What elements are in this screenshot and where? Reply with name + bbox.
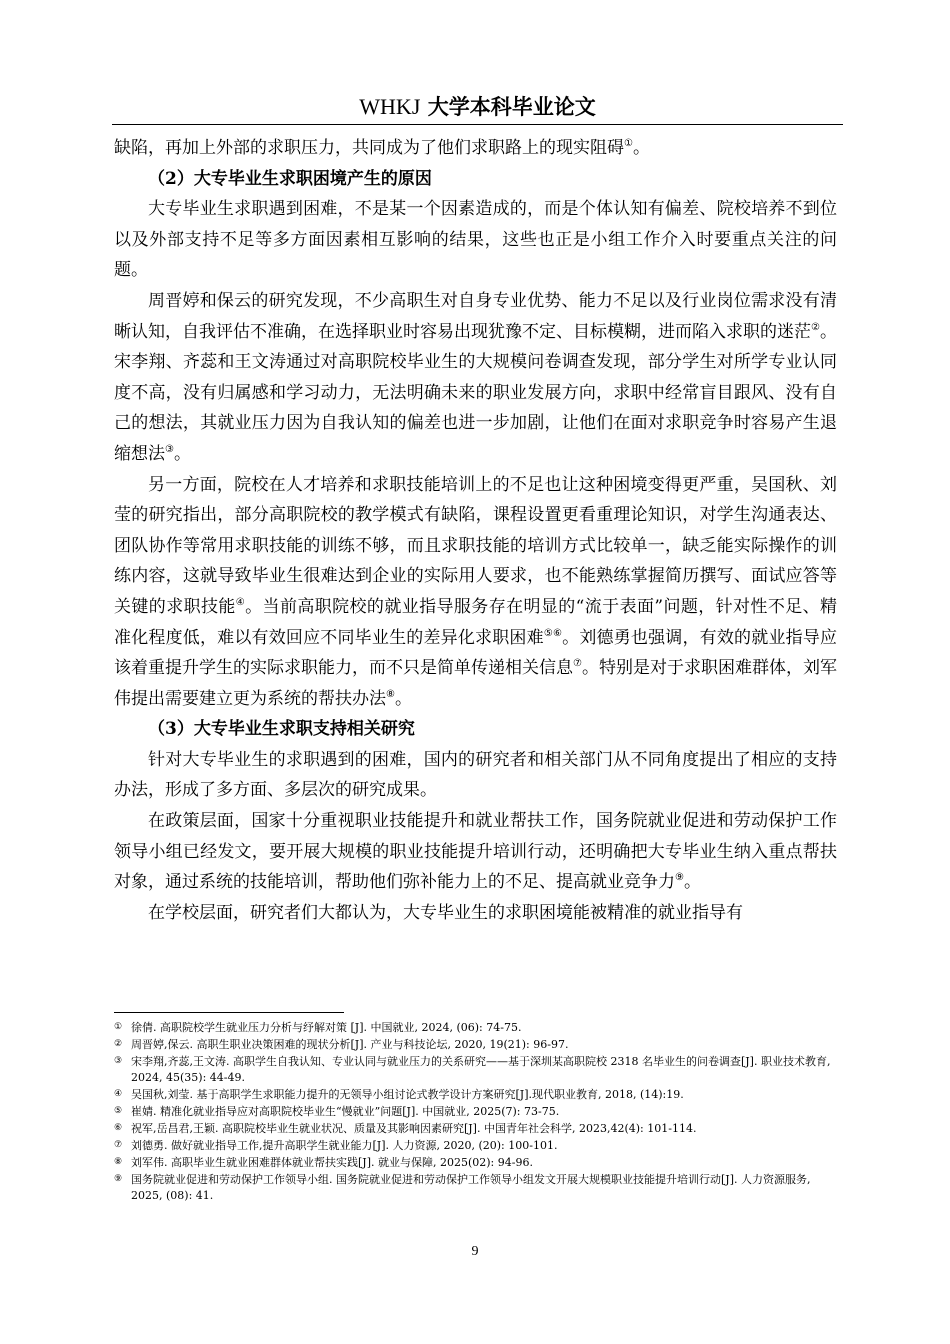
footnote bbox=[114, 1036, 837, 1053]
footnote-ref[interactable]: ⑧ bbox=[386, 688, 395, 700]
footnote-ref[interactable]: ② bbox=[811, 321, 820, 333]
paragraph-text: 。 bbox=[632, 138, 650, 158]
footnote bbox=[114, 1137, 837, 1154]
footnote-marker: ⑥ bbox=[114, 1123, 123, 1133]
header-title: 大学本科毕业论文 bbox=[420, 94, 596, 119]
footnote bbox=[114, 1103, 837, 1120]
footnote-marker: ⑧ bbox=[114, 1157, 123, 1167]
section-heading-3: （3）大专毕业生求职支持相关研究 bbox=[148, 719, 415, 740]
paragraph-text: 。特别是对于求职困难群体，刘军伟提出需要建立更为系统的帮扶办法 bbox=[114, 658, 838, 709]
footnote-marker: ⑤ bbox=[114, 1106, 123, 1116]
paragraph-text: 。 bbox=[683, 872, 701, 893]
footnote-marker: ③ bbox=[114, 1056, 123, 1066]
footnote-marker: ② bbox=[114, 1039, 123, 1049]
footnote bbox=[114, 1154, 837, 1171]
paragraph-text: 在政策层面，国家十分重视职业技能提升和就业帮扶工作，国务院就业促进和劳动保护工作领导小组已经发文，要开展大规模的职业技能提升培训行动，还明确把大专毕业生纳入重点帮扶对象，通过系统的技能培训，帮助他们弥补能力上的不足、提高就业竞争力 bbox=[114, 811, 837, 893]
section-heading-2: （2）大专毕业生求职困境产生的原因 bbox=[148, 168, 432, 189]
footnote bbox=[114, 1053, 837, 1086]
footnote-text: 吴国秋,刘莹. 基于高职学生求职能力提升的无领导小组讨论式教学设计方案研究[J].现代职业教育, 2018, (14):19. bbox=[131, 1088, 684, 1101]
footnote-text: 国务院就业促进和劳动保护工作领导小组. 国务院就业促进和劳动保护工作领导小组发文开展大规模职业技能提升培训行动[J]. 人力资源服务, 2025, (08): 41. bbox=[131, 1173, 811, 1202]
paragraph-text: 缺陷，再加上外部的求职压力，共同成为了他们求职路上的现实阻碍 bbox=[114, 138, 624, 158]
footnote-ref[interactable]: ③ bbox=[165, 443, 174, 455]
paragraph-4 bbox=[114, 470, 837, 715]
paragraph-2: 大专毕业生求职遇到困难，不是某一个因素造成的，而是个体认知有偏差、院校培养不到位以及外部支持不足等多方面因素相互影响的结果，这些也正是小组工作介入时要重点关注的问题。 bbox=[114, 199, 837, 281]
paragraph-text: 。 bbox=[173, 443, 191, 464]
main-text bbox=[114, 133, 837, 928]
footnote bbox=[114, 1019, 837, 1036]
footnote-text: 周晋婷,保云. 高职生职业决策困难的现状分析[J]. 产业与科技论坛, 2020, 19(21): 96-97. bbox=[131, 1038, 569, 1051]
footnote-ref[interactable]: ⑤⑥ bbox=[543, 627, 563, 639]
footnote-separator bbox=[114, 1012, 344, 1013]
paragraph-text: 。 bbox=[394, 688, 412, 709]
footnote bbox=[114, 1086, 837, 1103]
header-latin: WHKJ bbox=[359, 94, 421, 119]
footnote bbox=[114, 1120, 837, 1137]
paragraph-6 bbox=[114, 806, 837, 898]
footnote-ref[interactable]: ⑦ bbox=[573, 658, 582, 670]
footnote-text: 刘德勇. 做好就业指导工作,提升高职学生就业能力[J]. 人力资源, 2020, (20): 100-101. bbox=[131, 1139, 558, 1152]
paragraph-text: 周晋婷和保云的研究发现，不少高职生对自身专业优势、能力不足以及行业岗位需求没有清晰认知，自我评估不准确，在选择职业时容易出现犹豫不定、目标模糊，进而陷入求职的迷茫 bbox=[114, 290, 837, 342]
paragraph-1 bbox=[114, 133, 837, 164]
footnote-text: 刘军伟. 高职毕业生就业困难群体就业帮扶实践[J]. 就业与保障, 2025(02): 94-96. bbox=[131, 1156, 533, 1169]
footnote-marker: ① bbox=[114, 1022, 123, 1032]
footnote-text: 徐倩. 高职院校学生就业压力分析与纾解对策 [J]. 中国就业, 2024, (06): 74-75. bbox=[131, 1021, 522, 1034]
paragraph-text: 。刘德勇也强调，有效的就业指导应该着重提升学生的实际求职能力，而不只是简单传递相关信息 bbox=[114, 627, 838, 679]
header-rule bbox=[112, 124, 843, 125]
page-number: 9 bbox=[471, 1244, 479, 1259]
footnote-text: 崔婧. 精准化就业指导应对高职院校毕业生“慢就业”问题[J]. 中国就业, 2025(7): 73-75. bbox=[131, 1105, 560, 1118]
footnote-marker: ④ bbox=[114, 1089, 123, 1099]
footnote bbox=[114, 1171, 837, 1204]
page-header bbox=[112, 92, 843, 122]
footnotes bbox=[114, 1019, 837, 1204]
footnote-ref[interactable]: ⑨ bbox=[675, 872, 684, 884]
paragraph-text: 另一方面，院校在人才培养和求职技能培训上的不足也让这种困境变得更严重，吴国秋、刘莹的研究指出，部分高职院校的教学模式有缺陷，课程设置更看重理论知识，对学生沟通表达、团队协作等常用求职技能的训练不够，而且求职技能的培训方式比较单一，缺乏能实际操作的训练内容，这就导致毕业生很难达到企业的实际用人要求，也不能熟练掌握简历撰写、面试应答等关键的求职技能 bbox=[114, 474, 837, 617]
paragraph-3 bbox=[114, 286, 837, 470]
footnote-ref[interactable]: ④ bbox=[235, 596, 246, 608]
footnote-ref[interactable]: ① bbox=[624, 138, 633, 149]
paragraph-text: 。宋李翔、齐蕊和王文涛通过对高职院校毕业生的大规模问卷调查发现，部分学生对所学专业认同度不高，没有归属感和学习动力，无法明确未来的职业发展方向，求职中经常盲目跟风、没有自己的想法，其就业压力因为自我认知的偏差也进一步加剧，让他们在面对求职竞争时容易产生退缩想法 bbox=[114, 321, 837, 464]
paragraph-5: 针对大专毕业生的求职遇到的困难，国内的研究者和相关部门从不同角度提出了相应的支持办法，形成了多方面、多层次的研究成果。 bbox=[114, 749, 837, 801]
footnote-marker: ⑦ bbox=[114, 1140, 123, 1150]
paragraph-text: 。当前高职院校的就业指导服务存在明显的“流于表面”问题，针对性不足、精准化程度低，难以有效回应不同毕业生的差异化求职困难 bbox=[114, 596, 838, 648]
footnote-text: 宋李翔,齐蕊,王文涛. 高职学生自我认知、专业认同与就业压力的关系研究——基于深圳某高职院校 2318 名毕业生的问卷调查[J]. 职业技术教育, 2024, 45(35): 44-49. bbox=[131, 1055, 831, 1084]
footnote-text: 祝军,岳昌君,王颖. 高职院校毕业生就业状况、质量及其影响因素研究[J]. 中国青年社会科学, 2023,42(4): 101-114. bbox=[131, 1122, 697, 1135]
paragraph-7: 在学校层面，研究者们大都认为，大专毕业生的求职困境能被精准的就业指导有 bbox=[148, 902, 743, 923]
footnote-marker: ⑨ bbox=[114, 1174, 123, 1184]
